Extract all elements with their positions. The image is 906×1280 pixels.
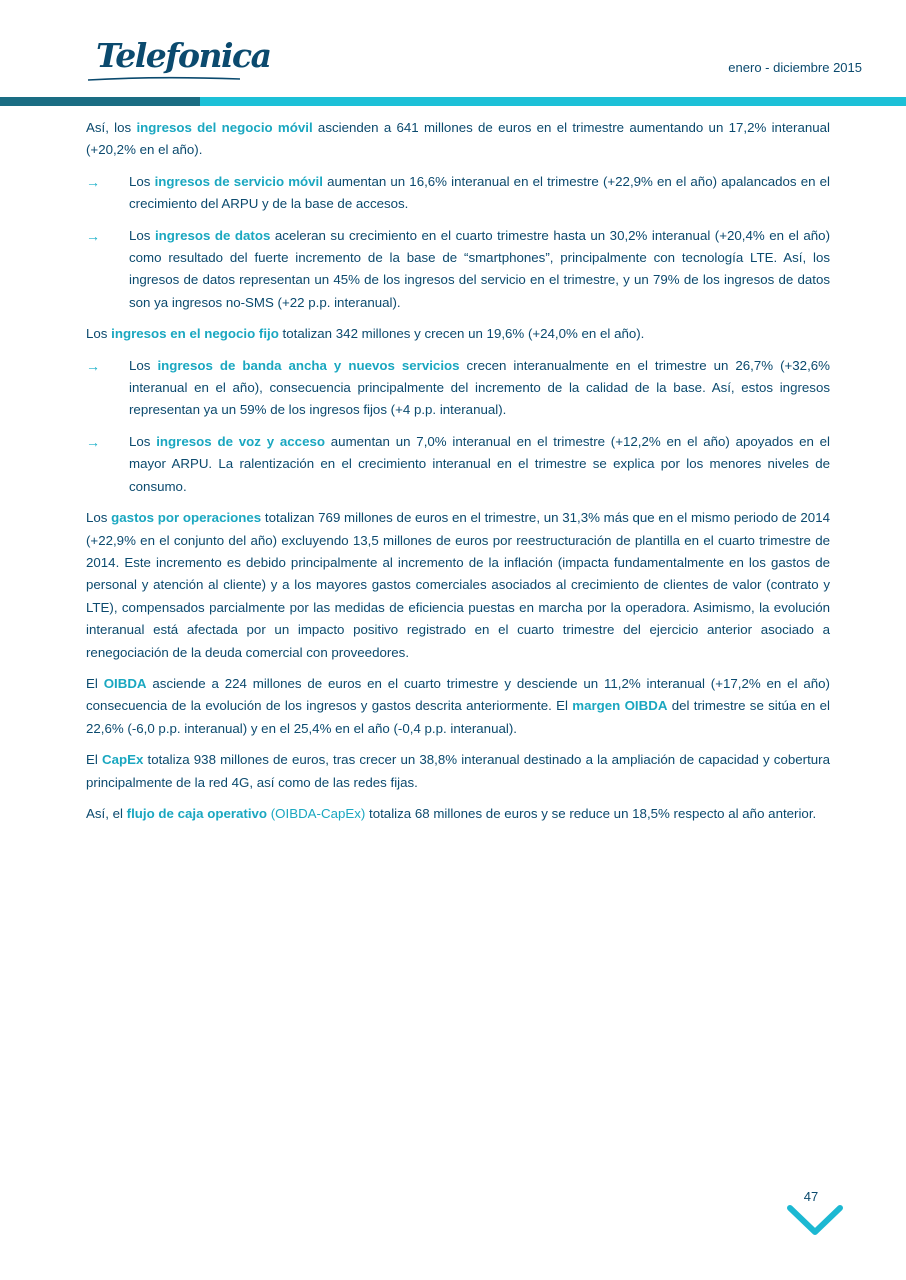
highlight-term: flujo de caja operativo xyxy=(126,805,268,821)
paragraph-operating-cash-flow: Así, el flujo de caja operativo (OIBDA-CapEx) totaliza 68 millones de euros y se reduce un 18,5% respecto al año anterior. xyxy=(86,805,817,821)
highlight-term: ingresos en el negocio fijo xyxy=(111,326,279,342)
paragraph-oibda: El OIBDA asciende a 224 millones de euros en el cuarto trimestre y desciende un 11,2% interanual (+17,2% en el año) consecuencia de la evolución de los ingresos y gastos descrita anteriormente. El margen OIBDA del trimestre se sitúa en el 22,6% (-6,0 p.p. interanual) y en el 25,4% en el año (-0,4 p.p. interanual). xyxy=(86,675,830,736)
paragraph-operating-expenses: Los gastos por operaciones totalizan 769 millones de euros en el trimestre, un 31,3% más que en el mismo periodo de 2014 (+22,9% en el conjunto del año) excluyendo 13,5 millones de euros por reestructuración de plantilla en el cuarto trimestre de 2014. Este incremento es debido principalmente al incremento de la inflación (impacta fundamentalmente en los gastos de personal y atención al cliente) y a los mayores gastos comerciales asociados al crecimiento de clientes de valor (contrato y LTE), compensados parcialmente por las medidas de eficiencia puestas en marcha por la operadora. Asimismo, la evolución interanual está afectada por un impacto positivo registrado en el cuarto trimestre del ejercicio anterior asociado a renegociación de la deuda comercial con proveedores. xyxy=(86,510,830,660)
bullet-voice-access-revenue: → Los ingresos de voz y acceso aumentan un 7,0% interanual en el trimestre (+12,2% en el año) apoyados en el mayor ARPU. La ralentización en el crecimiento interanual en el trimestre se explica por los menores niveles de consumo. xyxy=(86,431,830,498)
page-number: 47 xyxy=(803,1189,819,1204)
paragraph-fixed-revenue: Los ingresos en el negocio fijo totalizan 342 millones y crecen un 19,6% (+24,0% en el año). xyxy=(86,326,645,342)
chevron-down-icon[interactable] xyxy=(785,1203,845,1237)
highlight-term: margen OIBDA xyxy=(572,698,668,714)
highlight-term: OIBDA xyxy=(103,675,147,691)
highlight-term: ingresos de voz y acceso xyxy=(156,433,325,449)
logo-swoosh-icon xyxy=(86,64,242,84)
highlight-term: ingresos de banda ancha y nuevos servicios xyxy=(157,357,460,373)
arrow-right-icon: → xyxy=(86,433,100,450)
logo-wordmark: Telefonica xyxy=(96,36,271,75)
telefonica-logo xyxy=(86,34,271,86)
highlight-term: gastos por operaciones xyxy=(111,510,262,526)
highlight-term: CapEx xyxy=(101,752,144,768)
header-bar-dark xyxy=(0,97,200,106)
arrow-right-icon: → xyxy=(86,357,100,374)
report-period: enero - diciembre 2015 xyxy=(728,60,862,75)
paragraph-capex: El CapEx totaliza 938 millones de euros, tras crecer un 38,8% interanual destinado a la ampliación de capacidad y cobertura principalmente de la red 4G, así como de las redes fijas. xyxy=(86,752,830,790)
highlight-term: ingresos de datos xyxy=(154,227,271,243)
highlight-term: ingresos de servicio móvil xyxy=(154,173,323,189)
highlight-term: ingresos del negocio móvil xyxy=(136,120,313,135)
bullet-data-revenue: → Los ingresos de datos aceleran su crecimiento en el cuarto trimestre hasta un 30,2% interanual (+20,4% en el año) como resultado del fuerte incremento de la base de “smartphones”, principalmente con tecnología LTE. Así, los ingresos de datos representan un 45% de los ingresos del servicio en el trimestre, y un 79% de los ingresos de datos son ya ingresos no-SMS (+22 p.p. interanual). xyxy=(86,225,830,315)
page-body xyxy=(86,117,830,834)
paragraph-mobile-revenue: Así, los ingresos del negocio móvil ascienden a 641 millones de euros en el trimestre aumentando un 17,2% interanual (+20,2% en el año). xyxy=(86,120,831,158)
bullet-broadband-revenue: → Los ingresos de banda ancha y nuevos servicios crecen interanualmente en el trimestre un 26,7% (+32,6% interanual en el año), consecuencia principalmente del incremento de la calidad de la base. Así, estos ingresos representan ya un 59% de los ingresos fijos (+4 p.p. interanual). xyxy=(86,355,830,422)
header-bar-light xyxy=(200,97,906,106)
highlight-subterm: (OIBDA-CapEx) xyxy=(267,805,366,821)
bullet-mobile-service-revenue: → Los ingresos de servicio móvil aumentan un 16,6% interanual en el trimestre (+22,9% en el año) apalancados en el crecimiento del ARPU y de la base de accesos. xyxy=(86,171,830,216)
arrow-right-icon: → xyxy=(86,227,100,244)
arrow-right-icon: → xyxy=(86,173,100,190)
